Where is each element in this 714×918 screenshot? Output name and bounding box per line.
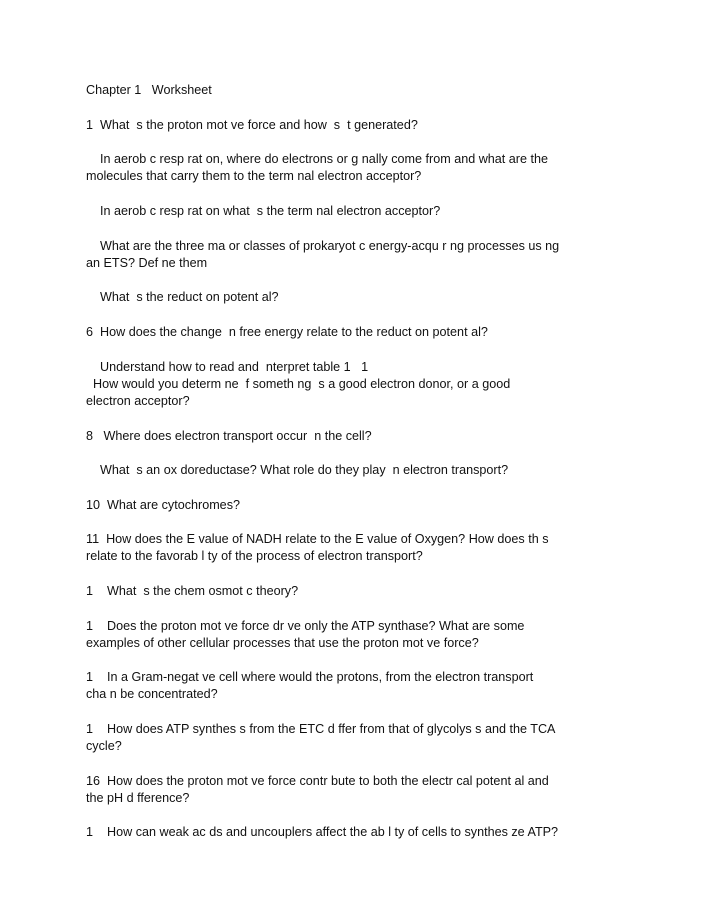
question-line: the pH d fference? bbox=[86, 791, 190, 805]
question-line: 10 What are cytochromes? bbox=[86, 498, 240, 512]
question-line: cha n be concentrated? bbox=[86, 687, 218, 701]
question-line: What s the reduct on potent al? bbox=[86, 290, 279, 304]
question-line: 1 What s the proton mot ve force and how s t generated? bbox=[86, 118, 418, 132]
question-line: examples of other cellular processes that use the proton mot ve force? bbox=[86, 636, 479, 650]
question-line: 8 Where does electron transport occur n the cell? bbox=[86, 429, 372, 443]
question-line: cycle? bbox=[86, 739, 122, 753]
question-line: Understand how to read and nterpret table 1 1 bbox=[86, 360, 369, 374]
worksheet-title: Chapter 1 Worksheet bbox=[86, 83, 212, 97]
question-line: How would you determ ne f someth ng s a good electron donor, or a good bbox=[86, 377, 511, 391]
question-line: 1 What s the chem osmot c theory? bbox=[86, 584, 299, 598]
question-line: What are the three ma or classes of prokaryot c energy-acqu r ng processes us ng bbox=[86, 239, 560, 253]
question-line: electron acceptor? bbox=[86, 394, 190, 408]
question-line: 11 How does the E value of NADH relate to the E value of Oxygen? How does th s bbox=[86, 532, 549, 546]
question-line: In aerob c resp rat on, where do electrons or g nally come from and what are the bbox=[86, 152, 549, 166]
question-line: 6 How does the change n free energy relate to the reduct on potent al? bbox=[86, 325, 488, 339]
question-line: relate to the favorab l ty of the process of electron transport? bbox=[86, 549, 423, 563]
question-line: What s an ox doreductase? What role do they play n electron transport? bbox=[86, 463, 509, 477]
question-line: 1 Does the proton mot ve force dr ve only the ATP synthase? What are some bbox=[86, 619, 525, 633]
question-line: molecules that carry them to the term nal electron acceptor? bbox=[86, 169, 422, 183]
question-line: 16 How does the proton mot ve force contr bute to both the electr cal potent al and bbox=[86, 774, 549, 788]
question-line: 1 How does ATP synthes s from the ETC d ffer from that of glycolys s and the TCA bbox=[86, 722, 556, 736]
question-line: 1 In a Gram-negat ve cell where would the protons, from the electron transport bbox=[86, 670, 534, 684]
question-line: In aerob c resp rat on what s the term nal electron acceptor? bbox=[86, 204, 441, 218]
question-line: 1 How can weak ac ds and uncouplers affect the ab l ty of cells to synthes ze ATP? bbox=[86, 825, 559, 839]
question-line: an ETS? Def ne them bbox=[86, 256, 208, 270]
